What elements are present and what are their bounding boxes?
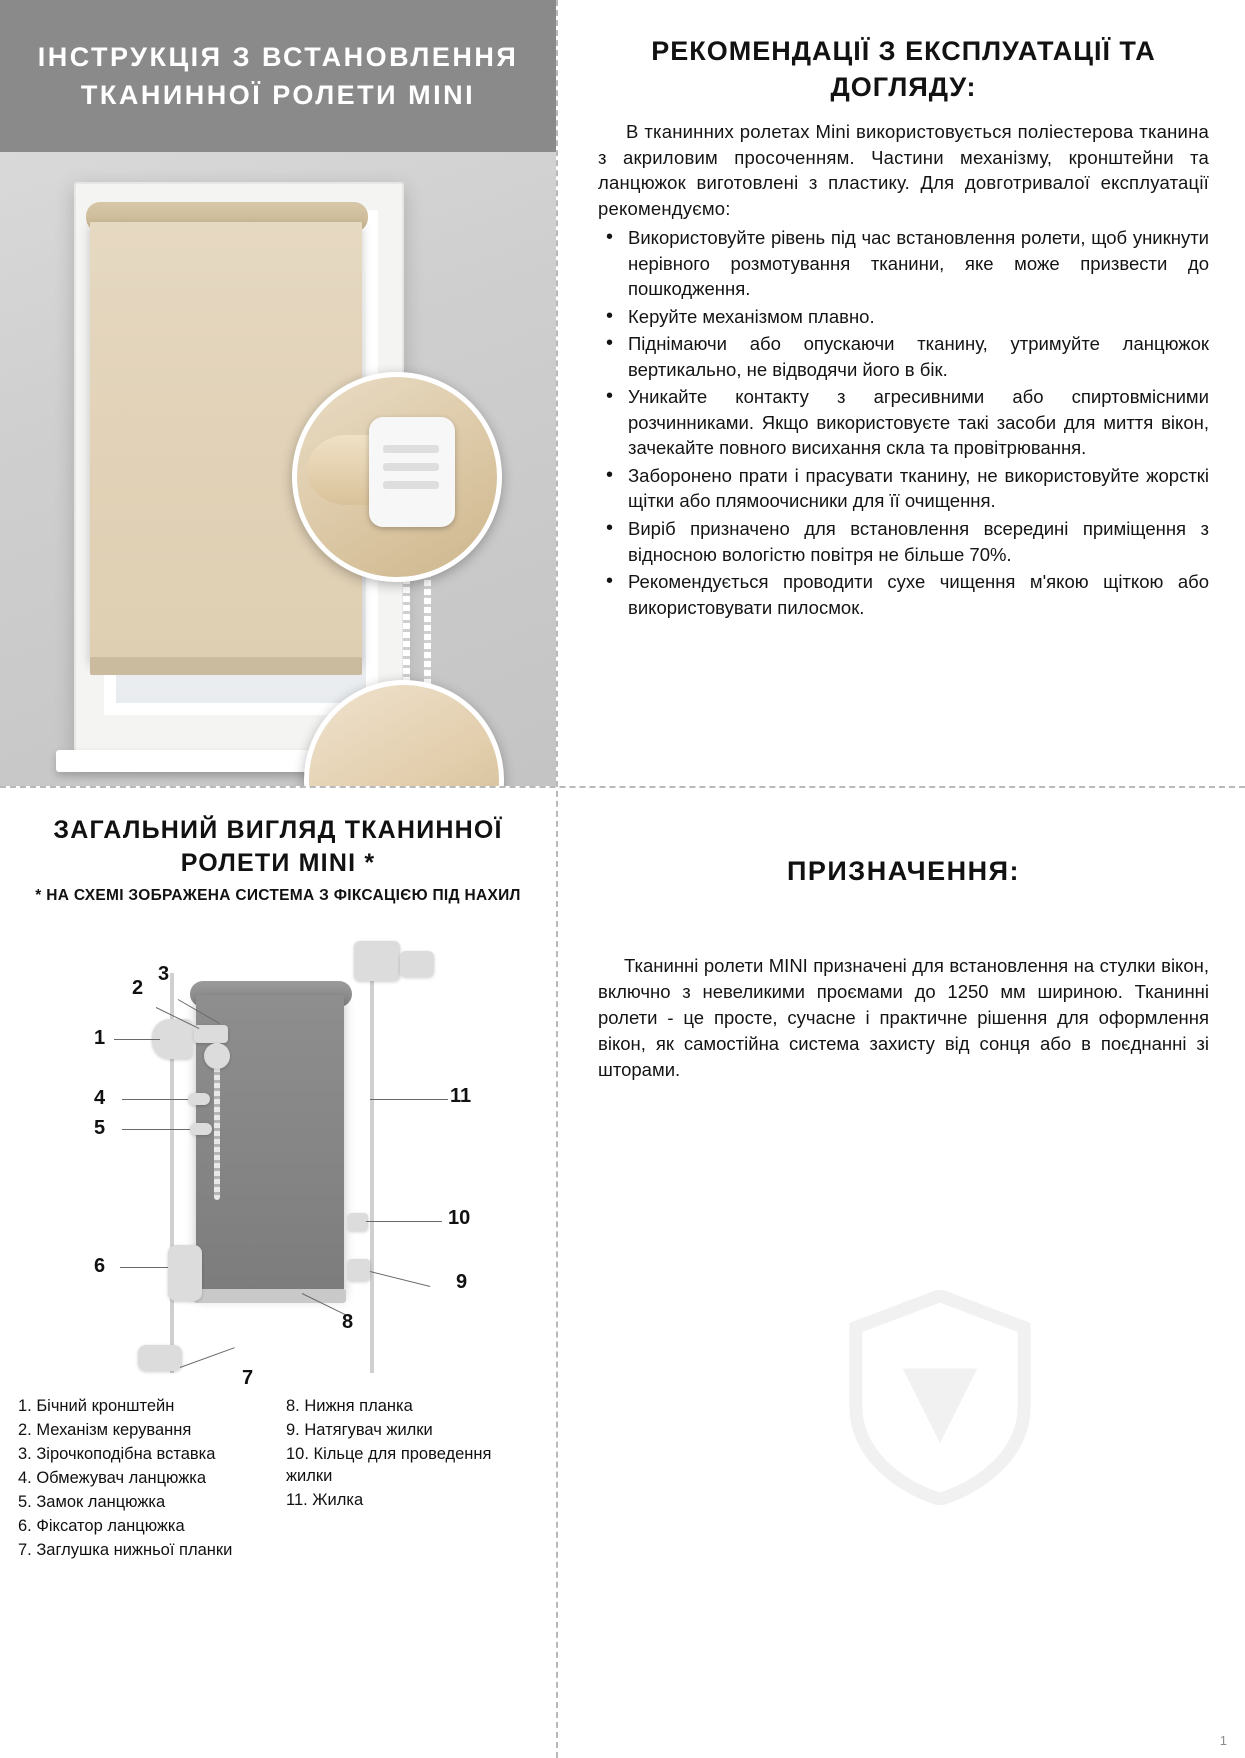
care-tips-list <box>598 225 1209 620</box>
legend-item: 1. Бічний кронштейн <box>18 1397 175 1415</box>
callout-10: 10 <box>448 1207 471 1229</box>
callout-5: 5 <box>94 1117 106 1139</box>
callout-9: 9 <box>456 1271 468 1293</box>
diagram-legend <box>18 1396 538 1564</box>
side-bracket-detail <box>369 417 455 527</box>
horizontal-divider <box>0 786 1245 788</box>
list-item: • Уникайте контакту з агресивними або спиртовмісними розчинниками. Якщо використовуєте такі засоби для миття вікон, зачекайте повного висихання скла та провітрювання. <box>598 384 1209 461</box>
blind-bottom-bar <box>90 657 362 675</box>
legend-item: 7. Заглушка нижньої планки <box>18 1540 233 1559</box>
callout-3: 3 <box>158 963 170 985</box>
leader-10 <box>366 1221 442 1222</box>
leader-11 <box>370 1099 448 1100</box>
leader-1 <box>114 1039 160 1040</box>
legend-item: 5. Замок ланцюжка <box>18 1492 166 1511</box>
section-installation <box>0 0 556 786</box>
exploded-diagram <box>18 915 538 1435</box>
overview-subtitle: * НА СХЕМІ ЗОБРАЖЕНА СИСТЕМА З ФІКСАЦІЄЮ ПІД НАХИЛ <box>35 887 521 904</box>
legend-item: 3. Зірочкоподібна вставка <box>18 1444 216 1463</box>
part-chain-fixator <box>168 1245 202 1301</box>
page-number: 1 <box>1219 1733 1227 1748</box>
list-item: • Рекомендується проводити сухе чищення м'якою щіткою або використовувати пилосмок. <box>598 569 1209 620</box>
part-line-ring <box>348 1213 368 1231</box>
zoom-circle-bracket <box>292 372 502 582</box>
part-top-bracket <box>354 941 400 981</box>
legend-item: 6. Фіксатор ланцюжка <box>18 1516 185 1535</box>
section-purpose <box>558 788 1245 1758</box>
part-star-insert <box>204 1043 230 1069</box>
list-item: • Керуйте механізмом плавно. <box>598 304 1209 330</box>
leader-6 <box>120 1267 168 1268</box>
callout-4: 4 <box>94 1087 106 1109</box>
diagram-bottom-bar <box>194 1289 346 1303</box>
legend-item: 11. Жилка <box>286 1490 364 1509</box>
installation-title: ІНСТРУКЦІЯ З ВСТАНОВЛЕННЯ ТКАНИННОЇ РОЛЕТИ MINI <box>37 41 519 110</box>
callout-7: 7 <box>242 1367 254 1389</box>
care-title: РЕКОМЕНДАЦІЇ З ЕКСПЛУАТАЦІЇ ТА ДОГЛЯДУ: <box>651 36 1156 102</box>
section-overview-diagram <box>0 788 556 1758</box>
legend-item: 2. Механізм керування <box>18 1420 192 1439</box>
callout-2: 2 <box>132 977 144 999</box>
installation-header <box>0 0 556 152</box>
callout-8: 8 <box>342 1311 354 1333</box>
guide-line-right <box>370 973 374 1373</box>
callout-11: 11 <box>450 1085 472 1107</box>
list-item: • Використовуйте рівень під час встановлення ролети, щоб уникнути нерівного розмотування тканини, яке може призвести до пошкодження. <box>598 225 1209 302</box>
installation-photo <box>0 152 556 786</box>
part-bottom-bar-cap <box>138 1345 182 1371</box>
legend-column-right <box>286 1396 538 1564</box>
legend-item: 10. Кільце для проведення жилки <box>286 1444 492 1485</box>
legend-item: 4. Обмежувач ланцюжка <box>18 1468 207 1487</box>
list-item: • Піднімаючи або опускаючи тканину, утримуйте ланцюжок вертикально, не відводячи його в бік. <box>598 331 1209 382</box>
overview-title: ЗАГАЛЬНИЙ ВИГЛЯД ТКАНИННОЇ РОЛЕТИ MINI * <box>53 816 503 877</box>
section-care-recommendations <box>558 0 1245 786</box>
legend-column-left <box>18 1396 270 1564</box>
callout-1: 1 <box>94 1027 106 1049</box>
leader-5 <box>122 1129 190 1130</box>
vertical-divider <box>556 0 558 1758</box>
legend-item: 9. Натягувач жилки <box>286 1420 433 1439</box>
purpose-body: Тканинні ролети MINI призначені для встановлення на стулки вікон, включно з невеликими проємами до 1250 мм шириною. Тканинні ролети - це просте, сучасне і практичне рішення для оформлення вікон, як самостійна система захисту від сонця або в поєднанні зі шторами. <box>598 955 1209 1080</box>
leader-9 <box>370 1271 430 1287</box>
legend-item: 8. Нижня планка <box>286 1397 413 1415</box>
part-chain-limiter <box>188 1093 210 1105</box>
part-chain-lock <box>190 1123 212 1135</box>
part-line-tensioner <box>348 1259 370 1281</box>
leader-4 <box>122 1099 188 1100</box>
care-intro: В тканинних ролетах Mini використовується поліестерова тканина з акриловим просоченням. Частини механізму, кронштейни та ланцюжок виготовлені з пластику. Для довготривалої експлуатації рекомендуємо: <box>598 121 1209 219</box>
purpose-title: ПРИЗНАЧЕННЯ: <box>786 856 1021 886</box>
callout-6: 6 <box>94 1255 106 1277</box>
leader-7 <box>180 1347 235 1368</box>
list-item: • Заборонено прати і прасувати тканину, не використовуйте жорсткі щітки або плямоочисники для її очищення. <box>598 463 1209 514</box>
part-top-bracket-clip <box>400 951 434 977</box>
list-item: • Виріб призначено для встановлення всередині приміщення з відносною вологістю повітря не більше 70%. <box>598 516 1209 567</box>
